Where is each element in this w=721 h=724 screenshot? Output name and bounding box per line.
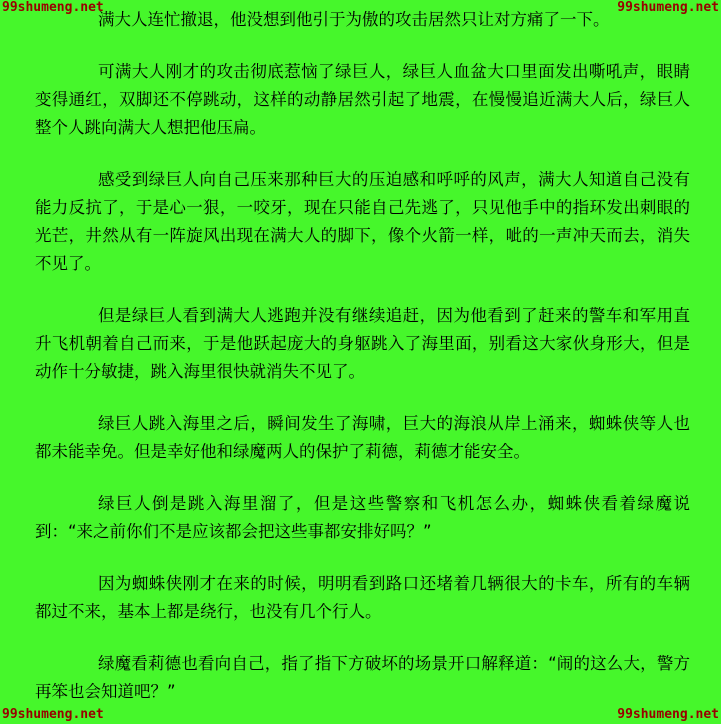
paragraph: 满大人连忙撤退，他没想到他引于为傲的攻击居然只让对方痛了一下。	[98, 10, 610, 29]
watermark-top-left: 99shumeng.net	[2, 0, 104, 15]
paragraph: 绿魔看莉德也看向自己，指了指下方破坏的场景开口解释道：“闹的这么大，警方再笨也会知道吧？”	[35, 654, 690, 701]
paragraph: 绿巨人跳入海里之后，瞬间发生了海啸，巨大的海浪从岸上涌来，蜘蛛侠等人也都未能幸免。但是幸好他和绿魔两人的保护了莉德，莉德才能安全。	[35, 414, 690, 461]
paragraph: 可满大人刚才的攻击彻底惹恼了绿巨人，绿巨人血盆大口里面发出嘶吼声，眼睛变得通红，双脚还不停跳动，这样的动静居然引起了地震，在慢慢追近满大人后，绿巨人整个人跳向满大人想把他压扁。	[35, 62, 690, 137]
paragraph: 因为蜘蛛侠刚才在来的时候，明明看到路口还堵着几辆很大的卡车，所有的车辆都过不来，基本上都是绕行，也没有几个行人。	[35, 574, 690, 621]
paragraph: 感受到绿巨人向自己压来那种巨大的压迫感和呼呼的风声，满大人知道自己没有能力反抗了，于是心一狠，一咬牙，现在只能自己先逃了，只见他手中的指环发出刺眼的光芒，井然从有一阵旋风出现在满大人的脚下，像个火箭一样，呲的一声冲天而去，消失不见了。	[35, 170, 690, 273]
paragraph: 但是绿巨人看到满大人逃跑并没有继续追赶，因为他看到了赶来的警车和军用直升飞机朝着自己而来，于是他跃起庞大的身躯跳入了海里面，别看这大家伙身形大，但是动作十分敏捷，跳入海里很快就消失不见了。	[35, 306, 690, 381]
watermark-bottom-right: 99shumeng.net	[617, 707, 719, 722]
watermark-bottom-left: 99shumeng.net	[2, 707, 104, 722]
paragraph: 绿巨人倒是跳入海里溜了，但是这些警察和飞机怎么办，蜘蛛侠看着绿魔说到：“来之前你们不是应该都会把这些事都安排好吗？”	[35, 494, 690, 541]
watermark-top-right: 99shumeng.net	[617, 0, 719, 15]
